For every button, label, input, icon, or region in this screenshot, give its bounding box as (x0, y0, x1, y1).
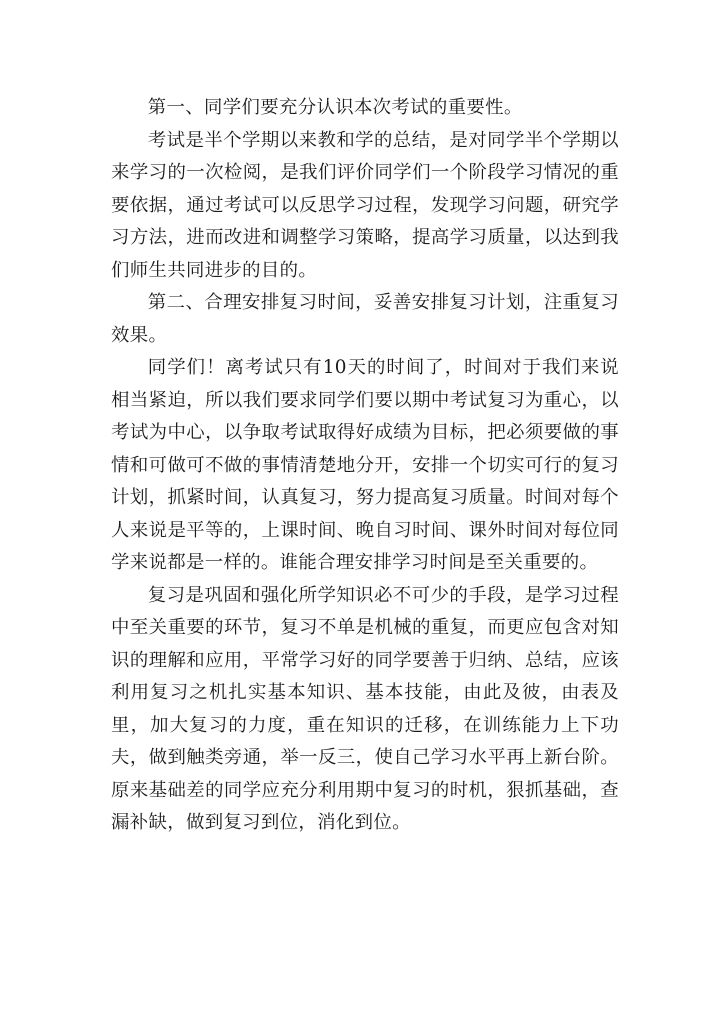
paragraph-exam-importance: 考试是半个学期以来教和学的总结，是对同学半个学期以来学习的一次检阅，是我们评价同学们一个阶段学习情况的重要依据，通过考试可以反思学习过程，发现学习问题，研究学习方法，进而改进和调整学习策略，提高学习质量，以达到我们师生共同进步的目的。 (111, 129, 619, 281)
paragraph-review-methods: 复习是巩固和强化所学知识必不可少的手段，是学习过程中至关重要的环节，复习不单是机械的重复，而更应包含对知识的理解和应用，平常学习好的同学要善于归纳、总结，应该利用复习之机扎实基本知识、基本技能，由此及彼，由表及里，加大复习的力度，重在知识的迁移，在训练能力上下功夫，做到触类旁通，举一反三，使自己学习水平再上新台阶。原来基础差的同学应充分利用期中复习的时机，狠抓基础，查漏补缺，做到复习到位，消化到位。 (111, 584, 619, 833)
paragraph-section-one-heading: 第一、同学们要充分认识本次考试的重要性。 (147, 97, 523, 118)
paragraph-section-two-heading: 第二、合理安排复习时间，妥善安排复习计划，注重复习效果。 (111, 292, 619, 346)
paragraph-review-time: 同学们！离考试只有10天的时间了，时间对于我们来说相当紧迫，所以我们要求同学们要以期中考试复习为重心，以考试为中心，以争取考试取得好成绩为目标，把必须要做的事情和可做可不做的事情清楚地分开，安排一个切实可行的复习计划，抓紧时间，认真复习，努力提高复习质量。时间对每个人来说是平等的，上课时间、晚自习时间、课外时间对每位同学来说都是一样的。谁能合理安排学习时间是至关重要的。 (111, 357, 619, 573)
document-body (111, 92, 619, 840)
